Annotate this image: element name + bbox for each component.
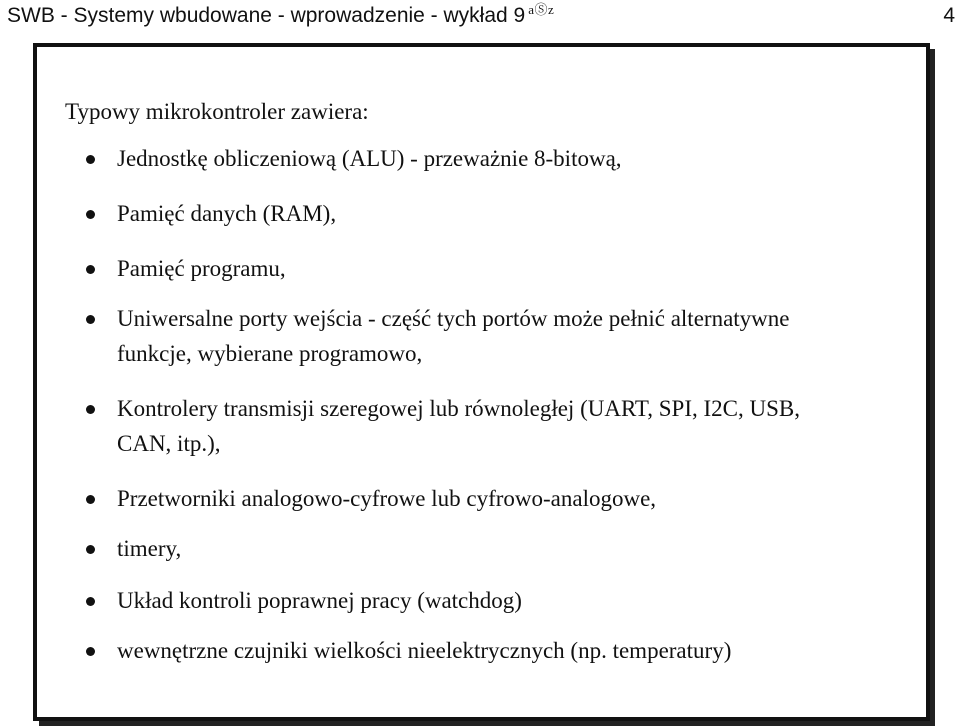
bullet-text (117, 141, 917, 176)
bullet-text-line: wewnętrzne czujniki wielkości nieelektrycznych (np. temperatury) (117, 638, 732, 663)
bullet-text (117, 531, 917, 566)
bullet-text-line: Układ kontroli poprawnej pracy (watchdog) (117, 588, 522, 613)
bullet-dot-icon (86, 265, 95, 274)
slide-header (0, 0, 960, 40)
bullet-dot-icon (86, 597, 95, 606)
slide-title-superscript: aⓈz (528, 2, 555, 17)
bullet-text-line: Uniwersalne porty wejścia - część tych portów może pełnić alternatywne (117, 306, 790, 331)
bullet-dot-icon (86, 545, 95, 554)
bullet-text-line: CAN, itp.), (117, 431, 221, 456)
bullet-text (117, 196, 917, 231)
bullet-dot-icon (86, 647, 95, 656)
slide-title-text: SWB - Systemy wbudowane - wprowadzenie - wykład 9 (7, 4, 526, 27)
bullet-dot-icon (86, 495, 95, 504)
slide-frame-shadow-right (930, 49, 935, 725)
bullet-dot-icon (86, 155, 95, 164)
bullet-text (117, 301, 917, 371)
bullet-text (117, 633, 917, 668)
bullet-text-line: Pamięć programu, (117, 256, 286, 281)
page-number: 4 (943, 4, 955, 27)
bullet-text (117, 583, 917, 618)
bullet-text-line: timery, (117, 536, 182, 561)
bullet-text-line: Pamięć danych (RAM), (117, 201, 337, 226)
bullet-text (117, 481, 917, 516)
bullet-text-line: Kontrolery transmisji szeregowej lub równoległej (UART, SPI, I2C, USB, (117, 396, 800, 421)
slide-intro: Typowy mikrokontroler zawiera: (65, 99, 369, 124)
bullet-dot-icon (86, 210, 95, 219)
bullet-text-line: Przetworniki analogowo-cyfrowe lub cyfrowo-analogowe, (117, 486, 657, 511)
slide-title (7, 3, 554, 31)
bullet-text-line: funkcje, wybierane programowo, (117, 341, 423, 366)
bullet-dot-icon (86, 315, 95, 324)
bullet-text-line: Jednostkę obliczeniową (ALU) - przeważnie 8-bitową, (117, 146, 622, 171)
bullet-dot-icon (86, 405, 95, 414)
slide-frame-shadow-bottom (39, 721, 935, 726)
bullet-text (117, 251, 917, 286)
bullet-text (117, 391, 917, 461)
